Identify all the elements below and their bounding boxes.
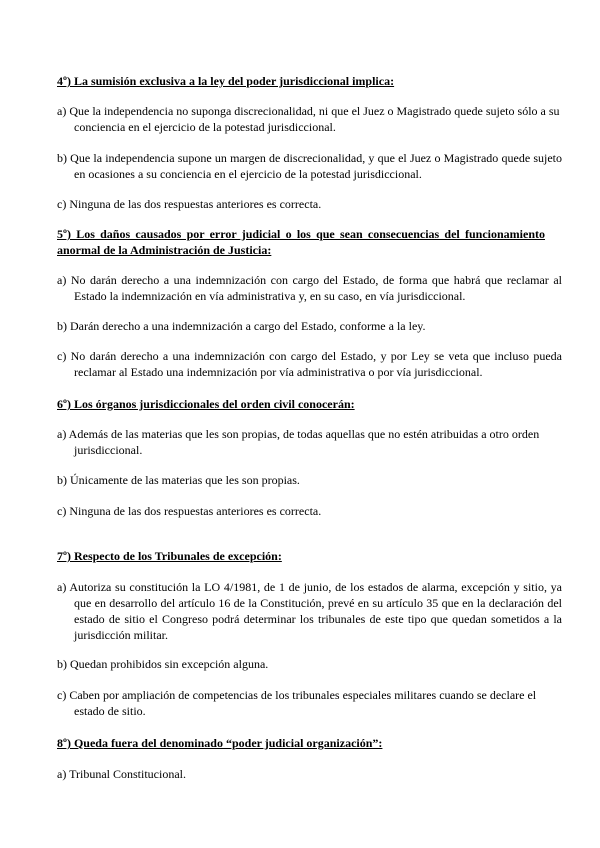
question-4-title: 4º) La sumisión exclusiva a la ley del poder jurisdiccional implica:: [57, 74, 395, 88]
question-4-option-b: b) Que la independencia supone un margen de discrecionalidad, y que el Juez o Magistrado quede sujeto en ocasiones a su conciencia en el ejercicio de la potestad jurisdiccional.: [57, 151, 562, 181]
question-6-option-a: a) Además de las materias que les son propias, de todas aquellas que no estén atribuidas a otro orden jurisdiccional.: [57, 427, 540, 457]
question-6-option-b: b) Únicamente de las materias que les son propias.: [57, 473, 300, 487]
question-7-option-b: b) Quedan prohibidos sin excepción alguna.: [57, 657, 269, 671]
question-7-option-c: c) Caben por ampliación de competencias de los tribunales especiales militares cuando se declare el estado de sitio.: [57, 688, 537, 718]
question-4-option-c: c) Ninguna de las dos respuestas anteriores es correcta.: [57, 197, 322, 211]
question-5-option-a: a) No darán derecho a una indemnización con cargo del Estado, de forma que habrá que reclamar al Estado la indemnización en vía administrativa y, en su caso, en vía jurisdiccional.: [57, 273, 562, 303]
question-7-option-a: a) Autoriza su constitución la LO 4/1981, de 1 de junio, de los estados de alarma, excepción y sitio, ya que en desarrollo del artículo 16 de la Constitución, prevé en su artículo 35 que en la declaración del estado de sitio el Congreso podrá determinar los tribunales de este tipo que quedan sometidos a la jurisdicción militar.: [57, 580, 562, 642]
question-5-title: 5º) Los daños causados por error judicial o los que sean consecuencias del funcionamiento anormal de la Administración de Justicia:: [57, 227, 545, 257]
question-8-title: 8º) Queda fuera del denominado “poder judicial organización”:: [57, 736, 383, 750]
question-5-option-b: b) Darán derecho a una indemnización a cargo del Estado, conforme a la ley.: [57, 319, 426, 333]
question-8-option-a: a) Tribunal Constitucional.: [57, 767, 186, 781]
question-6-option-c: c) Ninguna de las dos respuestas anteriores es correcta.: [57, 504, 322, 518]
question-4-option-a: a) Que la independencia no suponga discrecionalidad, ni que el Juez o Magistrado quede sujeto sólo a su conciencia en el ejercicio de la potestad jurisdiccional.: [57, 104, 560, 134]
question-7-title: 7º) Respecto de los Tribunales de excepción:: [57, 549, 282, 563]
question-6-title: 6º) Los órganos jurisdiccionales del orden civil conocerán:: [57, 397, 355, 411]
question-5-option-c: c) No darán derecho a una indemnización con cargo del Estado, y por Ley se veta que incluso pueda reclamar al Estado una indemnización por vía administrativa o por vía jurisdiccional.: [57, 349, 562, 379]
